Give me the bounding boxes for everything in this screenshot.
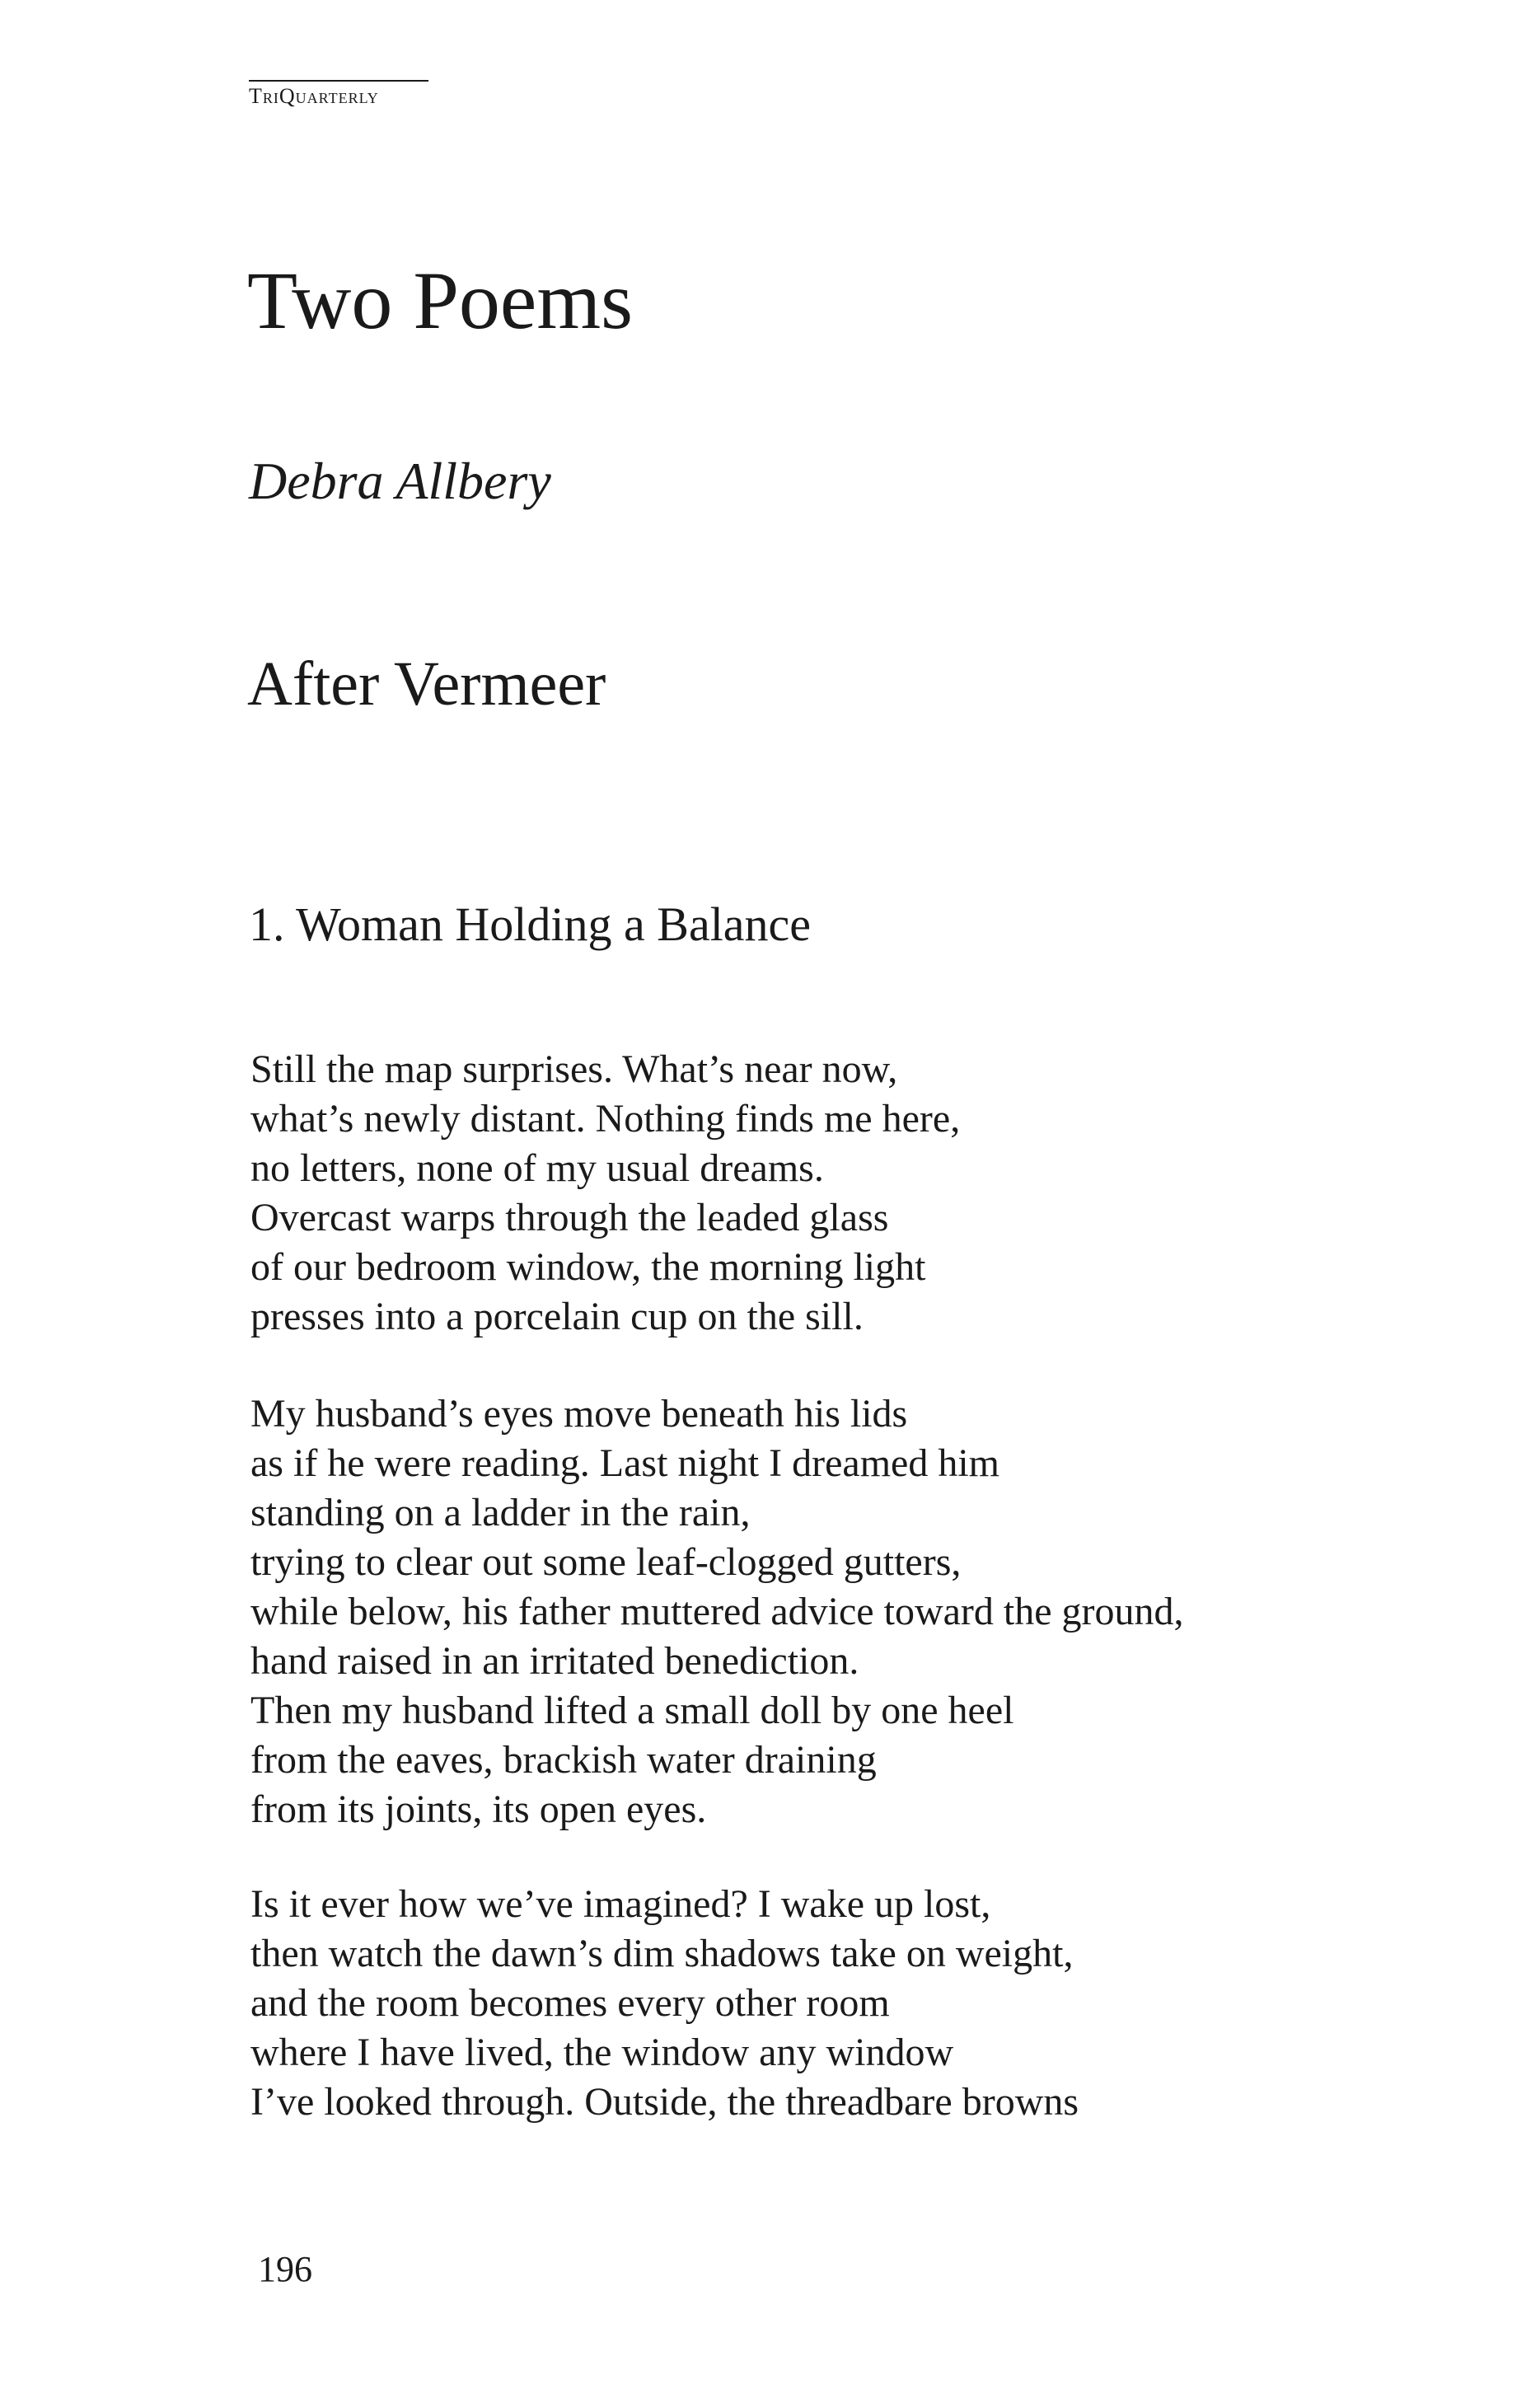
poem-line: as if he were reading. Last night I dreamed him bbox=[250, 1441, 999, 1485]
poem-line: and the room becomes every other room bbox=[250, 1981, 890, 2025]
poem-line: while below, his father muttered advice toward the ground, bbox=[250, 1590, 1184, 1633]
poem-line: from its joints, its open eyes. bbox=[250, 1787, 707, 1831]
section-title: 1. Woman Holding a Balance bbox=[249, 897, 812, 951]
poem-line: standing on a ladder in the rain, bbox=[250, 1491, 751, 1534]
poem-title: After Vermeer bbox=[247, 649, 606, 719]
poem-line: trying to clear out some leaf-clogged gutters, bbox=[250, 1540, 962, 1584]
poem-line: Still the map surprises. What’s near now, bbox=[250, 1047, 898, 1091]
poem-line: presses into a porcelain cup on the sill. bbox=[250, 1295, 864, 1338]
poem-line: then watch the dawn’s dim shadows take on weight, bbox=[250, 1932, 1074, 1975]
poem-line: where I have lived, the window any window bbox=[250, 2031, 954, 2074]
poem-line: what’s newly distant. Nothing finds me here, bbox=[250, 1097, 961, 1141]
poem-line: from the eaves, brackish water draining bbox=[250, 1738, 877, 1782]
page-number: 196 bbox=[258, 2249, 312, 2289]
running-head-rule bbox=[249, 80, 428, 82]
stanza-3 bbox=[250, 1880, 1079, 2127]
poem-line: no letters, none of my usual dreams. bbox=[250, 1146, 824, 1190]
stanza-2 bbox=[250, 1389, 1184, 1834]
poem-line: of our bedroom window, the morning light bbox=[250, 1245, 926, 1289]
running-head: TriQuarterly bbox=[249, 84, 379, 108]
stanza-1 bbox=[250, 1045, 960, 1342]
poem-line: Then my husband lifted a small doll by one heel bbox=[250, 1689, 1014, 1732]
poem-line: hand raised in an irritated benediction. bbox=[250, 1639, 859, 1683]
poem-line: I’ve looked through. Outside, the threadbare browns bbox=[250, 2080, 1079, 2124]
page-title: Two Poems bbox=[247, 255, 634, 346]
author-name: Debra Allbery bbox=[249, 452, 551, 510]
poem-line: Overcast warps through the leaded glass bbox=[250, 1196, 889, 1239]
poem-line: Is it ever how we’ve imagined? I wake up lost, bbox=[250, 1882, 991, 1926]
poem-line: My husband’s eyes move beneath his lids bbox=[250, 1392, 908, 1436]
